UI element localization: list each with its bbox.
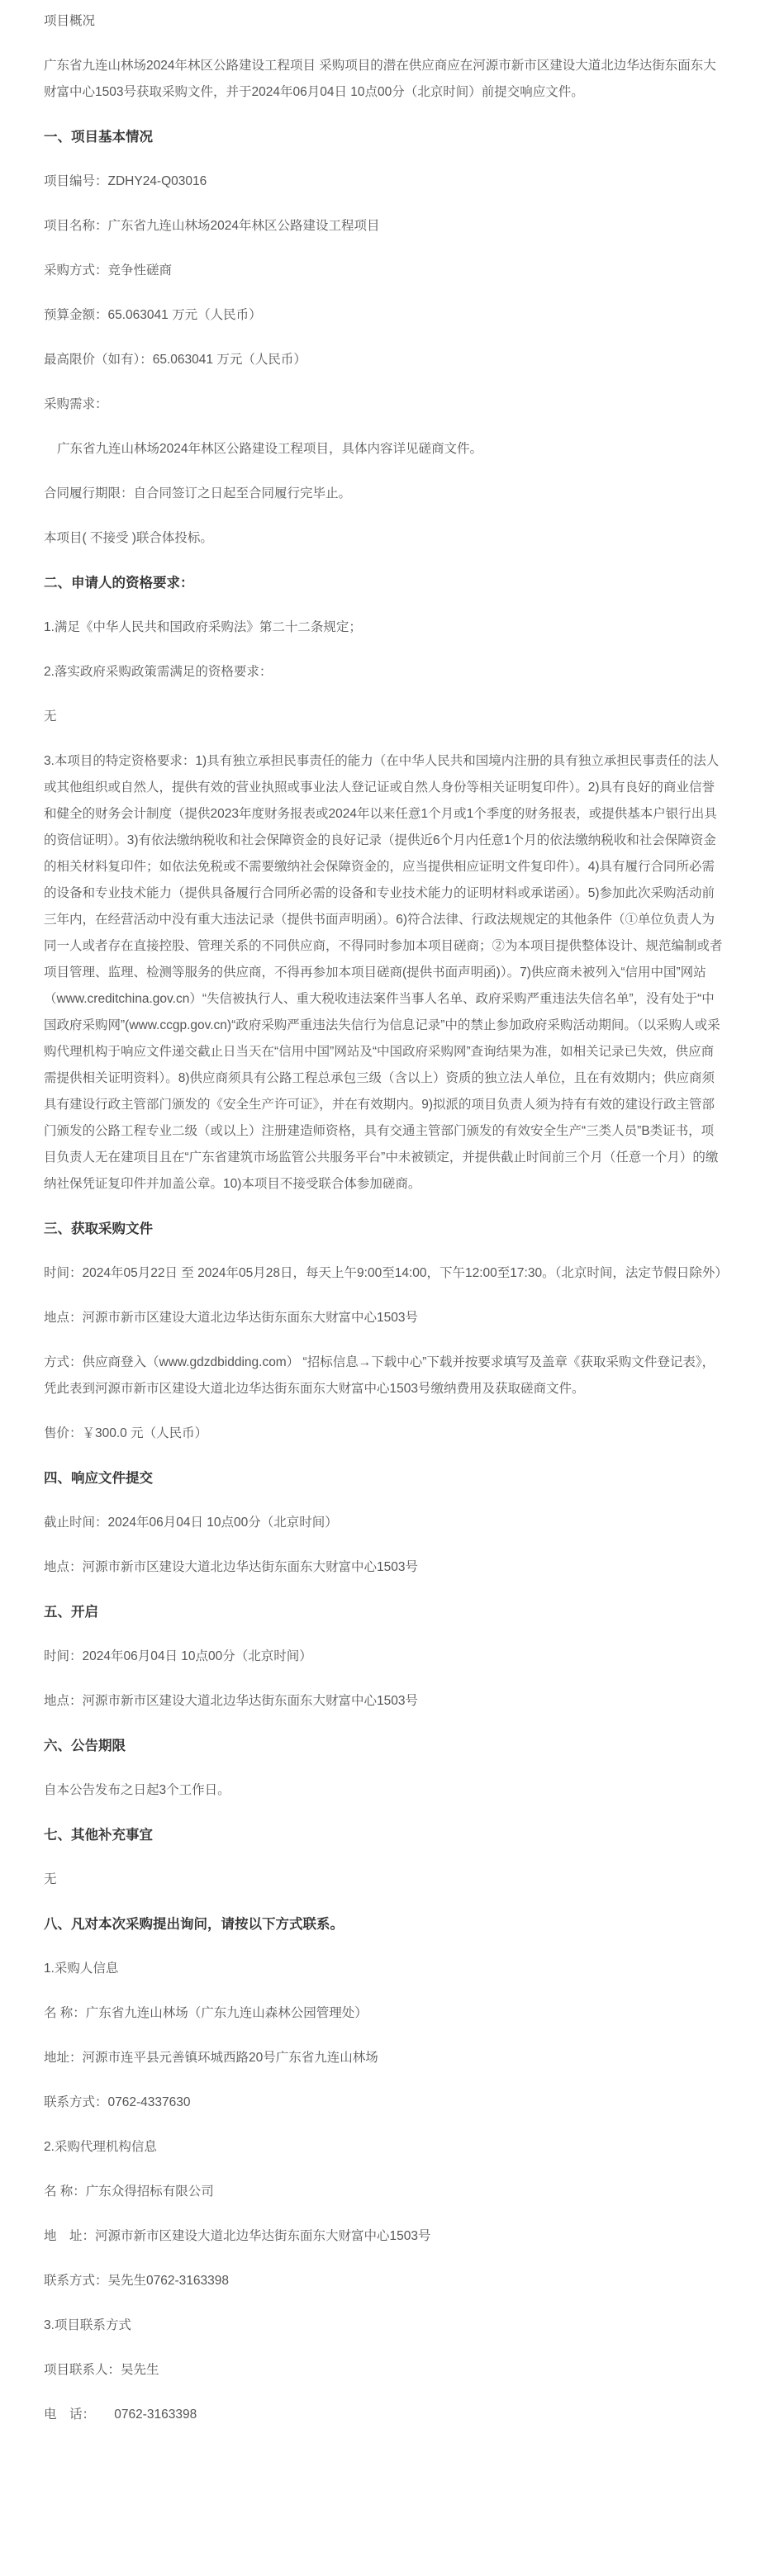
field-agent-name: 名 称：广东众得招标有限公司 <box>44 2185 214 2199</box>
field-submit-place: 地点：河源市新市区建设大道北边华达街东面东大财富中心1503号 <box>44 1560 418 1574</box>
field-agent-address: 地 址：河源市新市区建设大道北边华达街东面东大财富中心1503号 <box>44 2229 431 2243</box>
field-obtain-place: 地点：河源市新市区建设大道北边华达街东面东大财富中心1503号 <box>44 1311 418 1325</box>
field-obtain-time: 时间：2024年05月22日 至 2024年05月28日，每天上午9:00至14:00，下午12:00至17:30。（北京时间，法定节假日除外） <box>44 1266 728 1280</box>
section-heading-announcement-period: 六、公告期限 <box>44 1739 126 1753</box>
field-document-price: 售价：￥300.0 元（人民币） <box>44 1426 208 1440</box>
field-project-number: 项目编号：ZDHY24-Q03016 <box>44 174 207 188</box>
field-procurement-demand-label: 采购需求： <box>44 397 108 411</box>
qualification-item-1: 1.满足《中华人民共和国政府采购法》第二十二条规定； <box>44 620 362 634</box>
subsection-agent-info: 2.采购代理机构信息 <box>44 2140 157 2154</box>
field-submit-deadline: 截止时间：2024年06月04日 10点00分（北京时间） <box>44 1516 338 1530</box>
page-title: 项目概况 <box>44 14 96 28</box>
subsection-buyer-info: 1.采购人信息 <box>44 1962 119 1976</box>
field-obtain-method: 方式：供应商登入（www.gdzdbidding.com） “招标信息→下载中心”下载并按要求填写及盖章《获取采购文件登记表》，凭此表到河源市新市区建设大道北边华达街东面东大财富中心1503号缴纳费用及获取磋商文件。 <box>44 1355 715 1396</box>
field-max-price: 最高限价（如有）：65.063041 万元（人民币） <box>44 353 306 367</box>
field-project-name: 项目名称：广东省九连山林场2024年林区公路建设工程项目 <box>44 219 380 233</box>
field-buyer-contact: 联系方式：0762-4337630 <box>44 2095 191 2109</box>
field-buyer-address: 地址：河源市连平县元善镇环城西路20号广东省九连山林场 <box>44 2051 378 2065</box>
section-heading-opening: 五、开启 <box>44 1605 98 1620</box>
project-overview-text: 广东省九连山林场2024年林区公路建设工程项目 采购项目的潜在供应商应在河源市新市区建设大道北边华达街东面东大财富中心1503号获取采购文件，并于2024年06月04日 10点00分（北京时间）前提交响应文件。 <box>44 59 716 99</box>
field-procurement-demand-text: 广东省九连山林场2024年林区公路建设工程项目，具体内容详见磋商文件。 <box>57 442 482 456</box>
field-consortium-note: 本项目( 不接受 )联合体投标。 <box>44 531 213 545</box>
qualification-item-2: 2.落实政府采购政策需满足的资格要求： <box>44 665 273 679</box>
section-heading-obtain-documents: 三、获取采购文件 <box>44 1222 153 1236</box>
field-buyer-name: 名 称：广东省九连山林场（广东九连山森林公园管理处） <box>44 2006 368 2020</box>
field-open-place: 地点：河源市新市区建设大道北边华达街东面东大财富中心1503号 <box>44 1694 418 1708</box>
field-announcement-period: 自本公告发布之日起3个工作日。 <box>44 1783 230 1797</box>
section-heading-contact-info: 八、凡对本次采购提出询问，请按以下方式联系。 <box>44 1917 344 1932</box>
field-project-contact-person: 项目联系人：吴先生 <box>44 2363 159 2377</box>
section-heading-qualification: 二、申请人的资格要求： <box>44 576 194 591</box>
section-heading-other-matters: 七、其他补充事宜 <box>44 1828 153 1843</box>
field-procurement-method: 采购方式：竞争性磋商 <box>44 263 173 278</box>
qualification-item-3: 3.本项目的特定资格要求：1)具有独立承担民事责任的能力（在中华人民共和国境内注册的具有独立承担民事责任的法人或其他组织或自然人，提供有效的营业执照或事业法人登记证或自然人身份等相关证明复印件）。2)具有良好的商业信誉和健全的财务会计制度（提供2023年度财务报表或2024年以来任意1个月或1个季度的财务报表，或提供基本户银行出具的资信证明）。3)有依法缴纳税收和社会保障资金的良好记录（提供近6个月内任意1个月的依法缴纳税收和社会保障资金的相关材料复印件；如依法免税或不需要缴纳社会保障资金的，应当提供相应证明文件复印件）。4)具有履行合同所必需的设备和专业技术能力（提供具备履行合同所必需的设备和专业技术能力的证明材料或承诺函）。5)参加此次采购活动前三年内，在经营活动中没有重大违法记录（提供书面声明函）。6)符合法律、行政法规规定的其他条件（①单位负责人为同一人或者存在直接控股、管理关系的不同供应商，不得同时参加本项目磋商；②为本项目提供整体设计、规范编制或者项目管理、监理、检测等服务的供应商，不得再参加本项目磋商(提供书面声明函)）。7)供应商未被列入“信用中国”网站（www.creditchina.gov.cn）“失信被执行人、重大税收违法案件当事人名单、政府采购严重违法失信名单”，没有处于“中国政府采购网”(www.ccgp.gov.cn)“政府采购严重违法失信行为信息记录”中的禁止参加政府采购活动期间。（以采购人或采购代理机构于响应文件递交截止日当天在“信用中国”网站及“中国政府采购网”查询结果为准，如相关记录已失效，供应商需提供相关证明资料）。8)供应商须具有公路工程总承包三级（含以上）资质的独立法人单位，且在有效期内；供应商须具有建设行政主管部门颁发的《安全生产许可证》，并在有效期内。9)拟派的项目负责人须为持有有效的建设行政主管部门颁发的公路工程专业二级（或以上）注册建造师资格，具有交通主管部门颁发的有效安全生产“三类人员”B类证书，项目负责人无在建项目且在“广东省建筑市场监管公共服务平台”中未被锁定，并提供截止时间前三个月（任意一个月）的缴纳社保凭证复印件并加盖公章。10)本项目不接受联合体参加磋商。 <box>44 754 723 1191</box>
field-agent-contact: 联系方式：吴先生0762-3163398 <box>44 2274 229 2288</box>
field-contract-term: 合同履行期限：自合同签订之日起至合同履行完毕止。 <box>44 486 352 500</box>
field-other-matters-none: 无 <box>44 1872 57 1886</box>
qualification-item-2-none: 无 <box>44 709 57 723</box>
field-project-contact-phone: 电 话： 0762-3163398 <box>44 2408 197 2422</box>
section-heading-response-submission: 四、响应文件提交 <box>44 1471 153 1486</box>
subsection-project-contact: 3.项目联系方式 <box>44 2318 131 2332</box>
section-heading-basic-info: 一、项目基本情况 <box>44 130 153 145</box>
field-open-time: 时间：2024年06月04日 10点00分（北京时间） <box>44 1649 312 1663</box>
field-budget-amount: 预算金额：65.063041 万元（人民币） <box>44 308 262 322</box>
